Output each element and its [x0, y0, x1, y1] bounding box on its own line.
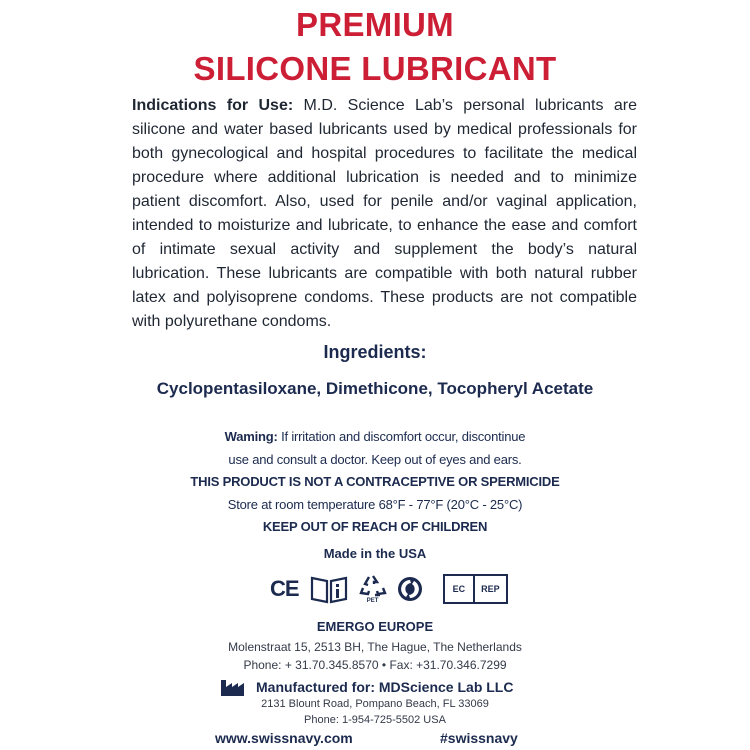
ingredients-heading: Ingredients:	[323, 342, 427, 362]
product-title-line2: SILICONE LUBRICANT	[193, 50, 557, 87]
manufacturer-address: 2131 Blount Road, Pompano Beach, FL 33069	[261, 698, 489, 710]
warning-label: Waming:	[224, 429, 278, 444]
rep-label: REP	[473, 576, 506, 602]
ingredients-list: Cyclopentasiloxane, Dimethicone, Tocopheryl Acetate	[156, 379, 594, 398]
manufacturer-row	[220, 677, 513, 697]
emergo-europe-name: EMERGO EUROPE	[316, 619, 434, 634]
indications-paragraph	[132, 94, 637, 334]
warning-line-1-text: If irritation and discomfort occur, discontinue	[277, 429, 526, 444]
hashtag: #swissnavy	[440, 730, 518, 746]
recycle-pet-symbol	[359, 574, 387, 605]
manufacturer-factory-icon	[220, 677, 248, 697]
indications-text: M.D. Science Lab’s personal lubricants are silicone and water based lubricants used by medical professionals for both gynecological and hospital procedures to facilitate the medical procedure where additional lubrication is needed and to minimize patient discomfort. Also, used for penile and/or vaginal application, intended to moisturize and lubricate, to enhance the ease and comfort of intimate sexual activity and supplement the body’s natural lubrication. These lubricants are compatible with both natural rubber latex and polyisoprene condoms. These products are not compatible with polyurethane condoms.	[132, 97, 637, 330]
regulatory-symbols	[270, 571, 508, 607]
product-title-line1: PREMIUM	[296, 6, 454, 43]
ec-rep-symbol	[443, 574, 508, 604]
storage-instructions: Store at room temperature 68°F - 77°F (20°C - 25°C)	[227, 497, 523, 512]
ce-mark	[270, 576, 299, 602]
website-link[interactable]: www.swissnavy.com	[215, 730, 353, 746]
contraceptive-notice: THIS PRODUCT IS NOT A CONTRACEPTIVE OR SPERMICIDE	[190, 474, 560, 489]
warning-line-2: use and consult a doctor. Keep out of eyes and ears.	[228, 452, 522, 467]
instructions-for-use-icon	[309, 573, 349, 605]
emergo-phone: Phone: + 31.70.345.8570 • Fax: +31.70.346.7299	[243, 658, 507, 672]
pet-label: PET	[366, 597, 379, 604]
indications-label: Indications for Use:	[132, 97, 294, 114]
manufacturer-phone: Phone: 1-954-725-5502 USA	[304, 714, 446, 726]
recycle-icon	[359, 574, 387, 598]
children-warning: KEEP OUT OF REACH OF CHILDREN	[262, 519, 488, 534]
ce-mark-text: CE	[270, 576, 299, 601]
green-dot-icon	[397, 576, 423, 602]
made-in-usa: Made in the USA	[323, 546, 427, 561]
emergo-address: Molenstraat 15, 2513 BH, The Hague, The Netherlands	[228, 640, 522, 654]
warning-line-1	[0, 429, 750, 444]
manufacturer-label: Manufactured for: MDScience Lab LLC	[256, 679, 514, 695]
ec-label: EC	[452, 584, 466, 594]
